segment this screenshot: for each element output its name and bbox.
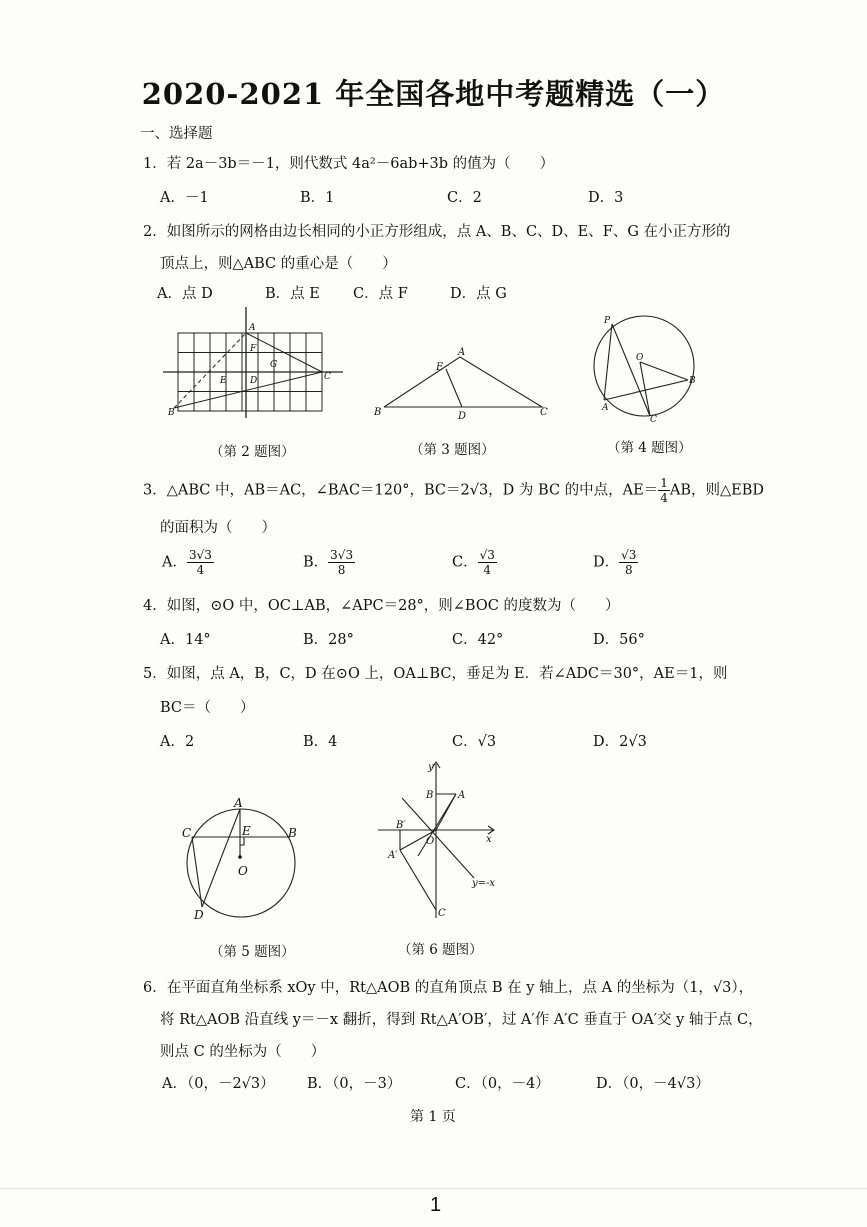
section-heading: 一、选择题: [140, 126, 213, 142]
q5-option-b: B．4: [303, 734, 338, 750]
fig2-label-c: C: [324, 372, 331, 382]
q3-option-c-den: 4: [483, 563, 492, 577]
q1-option-a: A．－1: [160, 190, 209, 206]
q3-option-c-label: C．: [452, 554, 478, 571]
caption-fig2: （第 2 题图）: [210, 444, 295, 460]
page-footer: 第 1 页: [410, 1109, 456, 1125]
fig4-label-a: A: [602, 403, 609, 413]
q3-option-a: [162, 548, 214, 577]
fig4-label-c: C: [650, 415, 657, 425]
figure-5-circle: [178, 795, 308, 925]
page-number: 1: [430, 1194, 442, 1216]
fig5-label-d: D: [194, 908, 204, 922]
q2-option-b: B．点 E: [265, 286, 320, 302]
q3-option-d-label: D．: [593, 554, 620, 571]
fig2-label-g: G: [270, 360, 278, 370]
q4-option-c: C．42°: [452, 632, 504, 648]
q6-option-b: B．（0，－3）: [307, 1076, 402, 1092]
fig2-label-e: E: [220, 376, 227, 386]
q3-frac-num: 1: [660, 476, 668, 490]
fig2-label-d: D: [250, 376, 258, 386]
q6-stem-line1: 6．在平面直角坐标系 xOy 中，Rt△AOB 的直角顶点 B 在 y 轴上，点 A 的坐标为（1，√3），: [143, 980, 754, 996]
q3-stem-line2: 的面积为（ ）: [160, 520, 276, 536]
caption-fig6: （第 6 题图）: [398, 942, 483, 958]
page-title: 2020-2021 年全国各地中考题精选（一）: [141, 77, 726, 111]
q4-option-b: B．28°: [303, 632, 354, 648]
fig5-label-b: B: [288, 826, 297, 840]
fig6-label-a: A: [458, 790, 466, 801]
q5-option-a: A．2: [160, 734, 195, 750]
q6-option-c: C．（0，－4）: [455, 1076, 550, 1092]
q3-option-a-label: A．: [162, 554, 187, 571]
q2-stem-line2: 顶点上，则△ABC 的重心是（ ）: [160, 256, 397, 272]
q1-option-d: D．3: [588, 190, 624, 206]
q4-stem: 4．如图，⊙O 中，OC⊥AB，∠APC＝28°，则∠BOC 的度数为（ ）: [143, 598, 620, 614]
figure-6-coordinate-plane: [372, 758, 502, 923]
q2-stem-line1: 2．如图所示的网格由边长相同的小正方形组成，点 A、B、C、D、E、F、G 在小正方形的: [143, 224, 731, 240]
q5-stem-line1: 5．如图，点 A，B，C，D 在⊙O 上，OA⊥BC，垂足为 E．若∠ADC＝30°，AE＝1，则: [143, 666, 728, 682]
page-divider: [0, 1188, 867, 1189]
q2-option-a: A．点 D: [157, 286, 213, 302]
fig5-center-dot: [238, 855, 242, 859]
q3-option-b-den: 8: [337, 563, 346, 577]
q6-option-d: D．（0，－4√3）: [596, 1076, 710, 1092]
q5-option-c: C．√3: [452, 734, 497, 750]
q2-option-d: D．点 G: [450, 286, 507, 302]
q3-option-a-num: 3√3: [188, 548, 212, 562]
fig5-label-a: A: [234, 796, 243, 810]
q3-option-d-den: 8: [624, 563, 633, 577]
fig6-label-line: y=-x: [472, 878, 496, 889]
q3-option-c-num: √3: [479, 548, 495, 562]
q3-option-d-num: √3: [621, 548, 637, 562]
fig6-label-y: y: [428, 762, 434, 773]
figure-4-circle: [590, 310, 705, 425]
q4-option-d: D．56°: [593, 632, 645, 648]
fig6-label-c: C: [438, 908, 446, 919]
caption-fig4: （第 4 题图）: [607, 440, 692, 456]
caption-fig5: （第 5 题图）: [210, 944, 295, 960]
q3-option-b: [303, 548, 355, 577]
fig5-label-o: O: [238, 864, 248, 878]
q3-frac-den: 4: [660, 491, 668, 505]
q3-option-d: [593, 548, 638, 577]
q6-option-a: A．（0，－2√3）: [162, 1076, 275, 1092]
figure-3-triangle: [370, 345, 555, 425]
fig2-label-b: B: [168, 408, 175, 418]
caption-fig3: （第 3 题图）: [410, 442, 495, 458]
fig4-label-o: O: [636, 353, 644, 363]
q3-option-a-den: 4: [196, 563, 205, 577]
fig5-label-e: E: [242, 824, 251, 838]
q3-option-c: [452, 548, 497, 577]
fig6-label-a-prime: A′: [388, 850, 398, 861]
fig6-label-o: O: [426, 836, 435, 847]
figure-2-grid: [158, 305, 348, 420]
q3-stem-pre: 3．△ABC 中，AB＝AC，∠BAC＝120°，BC＝2√3，D 为 BC 的中点，AE＝: [143, 482, 659, 499]
q1-option-c: C．2: [447, 190, 482, 206]
q5-stem-line2: BC＝（ ）: [160, 700, 255, 716]
fig3-label-d: D: [458, 411, 467, 422]
q3-stem-post: AB，则△EBD: [669, 482, 764, 499]
q4-option-a: A．14°: [160, 632, 211, 648]
fig4-label-p: P: [604, 316, 611, 326]
fig6-label-x: x: [486, 834, 492, 845]
q3-stem-line1: [143, 476, 764, 505]
q6-stem-line2: 将 Rt△AOB 沿直线 y＝－x 翻折，得到 Rt△A′OB′，过 A′作 A′C 垂直于 OA′交 y 轴于点 C，: [160, 1012, 763, 1028]
q3-fraction: [658, 476, 670, 505]
fig6-label-b: B: [426, 790, 434, 801]
fig5-label-c: C: [182, 826, 192, 840]
q5-option-d: D．2√3: [593, 734, 647, 750]
q3-option-b-label: B．: [303, 554, 329, 571]
fig2-label-a: A: [249, 323, 256, 333]
q3-option-b-num: 3√3: [330, 548, 354, 562]
fig3-label-b: B: [374, 407, 382, 418]
fig3-label-a: A: [458, 347, 466, 358]
q1-stem: 1．若 2a－3b＝－1，则代数式 4a²－6ab+3b 的值为（ ）: [143, 156, 555, 172]
q2-option-c: C．点 F: [353, 286, 408, 302]
fig4-label-b: B: [689, 376, 696, 386]
fig3-label-c: C: [540, 407, 548, 418]
q6-stem-line3: 则点 C 的坐标为（ ）: [160, 1044, 326, 1060]
q1-option-b: B．1: [300, 190, 335, 206]
fig3-label-e: E: [436, 362, 444, 373]
fig2-label-f: F: [250, 344, 257, 354]
fig6-label-b-prime: B′: [396, 820, 406, 831]
